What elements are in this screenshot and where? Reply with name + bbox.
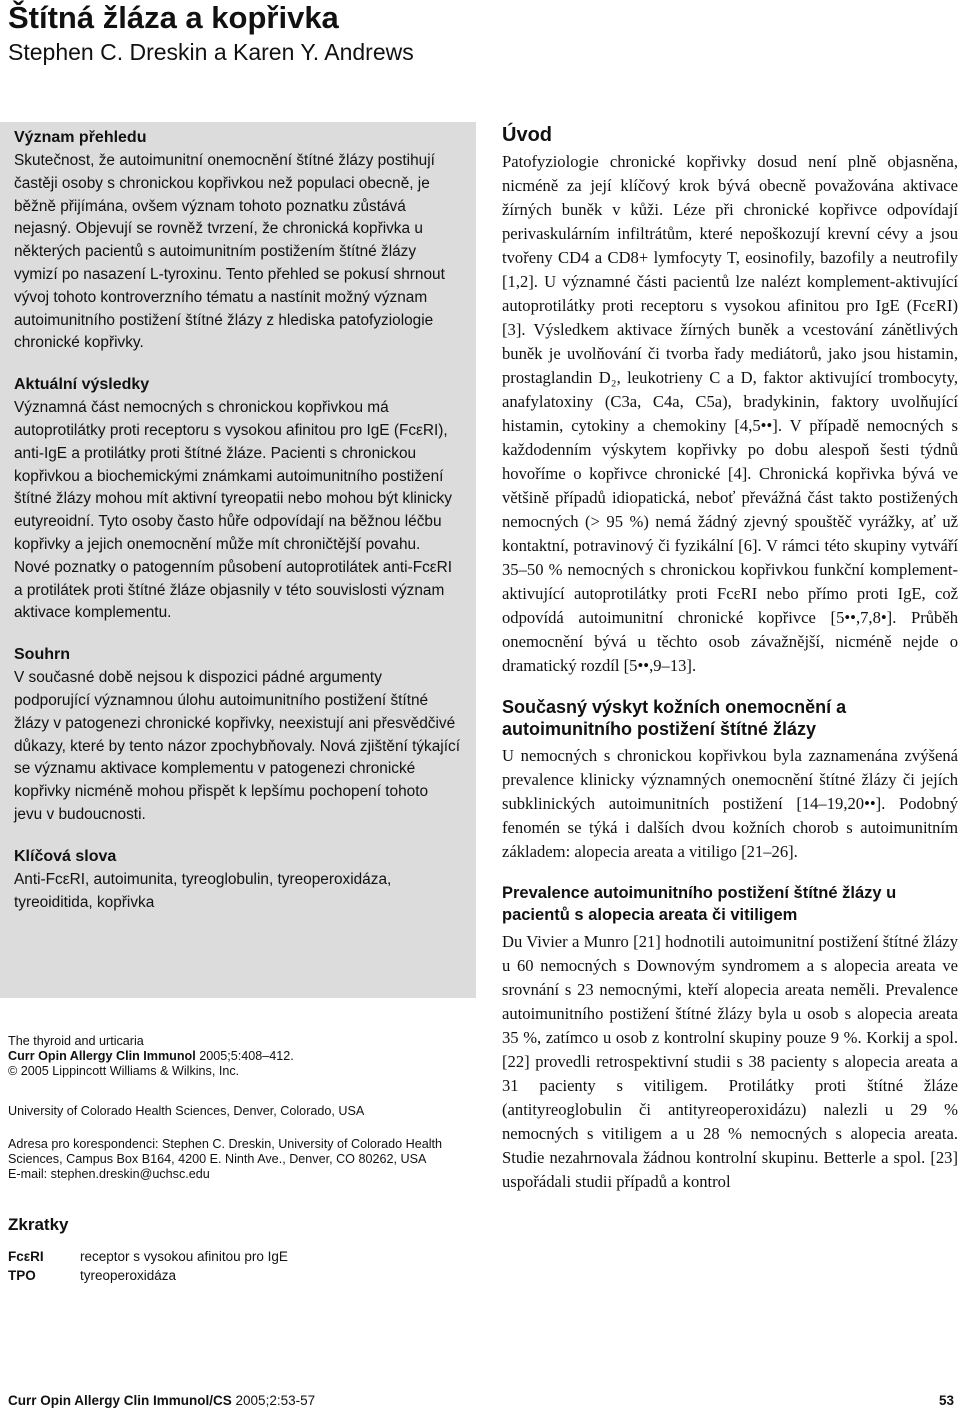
section-text: U nemocných s chronickou kopřivkou byla zaznamenána zvýšená prevalence klinicky významných onemocnění štítné žlázy či jejích subklinických autoimunitních postižení [14–19,20••]. Podobný fenomén se týká i dalších dvou kožních chorob s autoimunitním základem: alopecia areata a vitiligo [21–26]. <box>502 746 958 861</box>
abstract-section-significance <box>14 128 460 355</box>
abbreviations-title: Zkratky <box>8 1215 69 1234</box>
body-section-intro <box>502 124 958 678</box>
footer-journal: Curr Opin Allergy Clin Immunol/CS <box>8 1393 232 1408</box>
abbreviation-row <box>8 1247 288 1266</box>
body-section-prevalence <box>502 882 958 1194</box>
citation-details: 2005;5:408–412. <box>195 1049 294 1063</box>
original-title: The thyroid and urticaria <box>8 1034 144 1048</box>
abbreviation: FcεRI <box>8 1249 44 1264</box>
abbreviation-row <box>8 1266 288 1285</box>
abbreviation: TPO <box>8 1268 36 1283</box>
section-heading: Úvod <box>502 124 552 146</box>
abbreviations-table <box>8 1247 288 1285</box>
body-column <box>502 124 958 1212</box>
abstract-text: Skutečnost, že autoimunitní onemocnění štítné žlázy postihují častěji osoby s chronickou kopřivkou než populaci obecně, je běžně přijímána, ovšem význam tohoto poznatku zůstává nejasný. Objevují se rovněž tvrzení, že chronická kopřivka u některých pacientů s autoimunitním postižením štítné žlázy vymizí po nasazení L-tyroxinu. Tento přehled se pokusí shrnout vývoj tohoto kontroverzního tématu a nastínit možný význam autoimunitního postižení štítné žlázy z hlediska patofyziologie chronické kopřivky. <box>14 152 445 352</box>
affiliation: University of Colorado Health Sciences, Denver, Colorado, USA <box>8 1104 365 1118</box>
abstract-heading: Klíčová slova <box>14 847 117 865</box>
section-text: Patofyziologie chronické kopřivky dosud není plně objasněna, nicméně za její klíčový krok bývá obecně považována aktivace žírných buněk v kůži. Léze při chronické kopřivce odpovídají perivaskulárním infiltrátům, které nepoškozují krevní cévy a jsou tvořeny CD4 a CD8+ lymfocyty T, eosinofily, bazofily a neutrofily [1,2]. U významné části pacientů lze nalézt komplement-aktivující autoprotilátky proti receptoru s vysokou afinitou pro IgE (FcεRI) [3]. Výsledkem aktivace žírných buněk a vcestování zánětlivých buněk je uvolňování či tvorba řady mediátorů, jako jsou histamin, prostaglandin D₂, leukotrieny C a D, faktor aktivující trombocyty, anafylatoxiny (C3a, C4a, C5a), bradykinin, faktory uvolňující histamin, cytokiny a chemokiny [4,5••]. V případě nemocných s každodenním výskytem kopřivky po dobu alespoň šesti týdnů hovoříme o kopřivce chronické [4]. Chronická kopřivka bývá ve většině případů idiopatická, neboť převážná část takto postižených nemocných (> 95 %) nemá žádný zjevný spouštěč vyrážky, ať už kontaktní, potravinový či fyzikální [6]. V rámci této skupiny vytváří 35–50 % nemocných s chronickou kopřivkou funkční komplement-aktivující autoprotilátky proti FcεRI nebo přímo proti IgE, což odpovídá autoimunitní chronické kopřivce [5••,7,8•]. Průběh onemocnění bývá u těchto osob závažnější, nicméně nejde o dramatický rozdíl [5••,9–13]. <box>502 152 958 675</box>
abstract-heading: Aktuální výsledky <box>14 376 150 394</box>
footer-issue: 2005;2:53-57 <box>235 1393 316 1408</box>
email: E-mail: stephen.dreskin@uchsc.edu <box>8 1167 210 1181</box>
section-heading: Současný výskyt kožních onemocnění a autoimunitního postižení štítné žlázy <box>502 697 847 739</box>
abstract-text: V současné době nejsou k dispozici pádné argumenty podporující významnou úlohu autoimunitního postižení štítné žlázy v patogenezi chronické kopřivky, neexistují ani přesvědčivé důkazy, které by tento názor zpochybňovaly. Nová zjištění týkající se významu aktivace komplementu v patogenezi chronické kopřivky nicméně mohou přispět k lepšímu pochopení tohoto jevu v budoucnosti. <box>14 669 460 823</box>
body-section-cooccurrence <box>502 696 958 864</box>
abstract-heading: Souhrn <box>14 646 70 664</box>
abstract-section-keywords <box>14 847 460 915</box>
citation <box>8 1049 478 1064</box>
abstract-text: Významná část nemocných s chronickou kopřivkou má autoprotilátky proti receptoru s vysokou afinitou pro IgE (FcεRI), anti-IgE a protilátky proti štítné žláze. Pacienti s chronickou kopřivkou a biochemickými známkami autoimunitního postižení štítné žlázy mohou mít aktivní tyreopatii nebo mohou být klinicky eutyreoidní. Tyto osoby často hůře odpovídají na běžnou léčbu kopřivky a jejich onemocnění může mít chroničtější povahu. Nové poznatky o patogenním působení autoprotilátek anti-FcεRI a protilátek proti štítné žláze objasnily v této souvislosti význam aktivace komplementu. <box>14 399 453 622</box>
section-heading: Prevalence autoimunitního postižení štítné žlázy u pacientů s alopecia areata či vitiligem <box>502 884 897 924</box>
copyright: © 2005 Lippincott Williams & Wilkins, Inc. <box>8 1064 240 1078</box>
abstract-section-summary <box>14 645 460 827</box>
abstract-box <box>0 122 476 998</box>
section-text: Du Vivier a Munro [21] hodnotili autoimunitní postižení štítné žlázy u 60 nemocných s Downovým syndromem a s alopecia areata ve srovnání s 23 nemocnými, kteří alopecia areata neměli. Prevalence autoimunitního postižení štítné žlázy byla u osob s alopecia areata 35 %, zatímco u osob z kontrolní skupiny pouze 9 %. Korkij a spol. [22] provedli retrospektivní studii s 38 pacienty s alopecia areata a 31 pacienty s vitiligem. Protilátky proti štítné žláze (antityreoglobulin či antityreoperoxidázu) nalezli u 29 % nemocných s vitiligem a u 28 % nemocných s alopecia areata. Studie nezahrnovala žádnou kontrolní skupinu. Betterle a spol. [23] uspořádali studii případů a kontrol <box>502 932 958 1191</box>
publication-info <box>8 1034 478 1079</box>
abstract-text: Anti-FcεRI, autoimunita, tyreoglobulin, tyreoperoxidáza, tyreoiditida, kopřivka <box>14 870 392 911</box>
journal-name: Curr Opin Allergy Clin Immunol <box>8 1049 196 1063</box>
correspondence-block <box>8 1137 478 1182</box>
abstract-section-findings <box>14 375 460 625</box>
correspondence: Adresa pro korespondenci: Stephen C. Dreskin, University of Colorado Health Sciences, Campus Box B164, 4200 E. Ninth Ave., Denver, CO 80262, USA <box>8 1137 443 1166</box>
footer-citation <box>8 1393 315 1408</box>
article-authors: Stephen C. Dreskin a Karen Y. Andrews <box>8 39 414 65</box>
article-title: Štítná žláza a kopřivka <box>8 0 339 35</box>
abstract-heading: Význam přehledu <box>14 129 147 146</box>
abbreviation-meaning: receptor s vysokou afinitou pro IgE <box>80 1249 288 1264</box>
abbreviation-meaning: tyreoperoxidáza <box>80 1268 177 1283</box>
page-number: 53 <box>938 1393 954 1408</box>
